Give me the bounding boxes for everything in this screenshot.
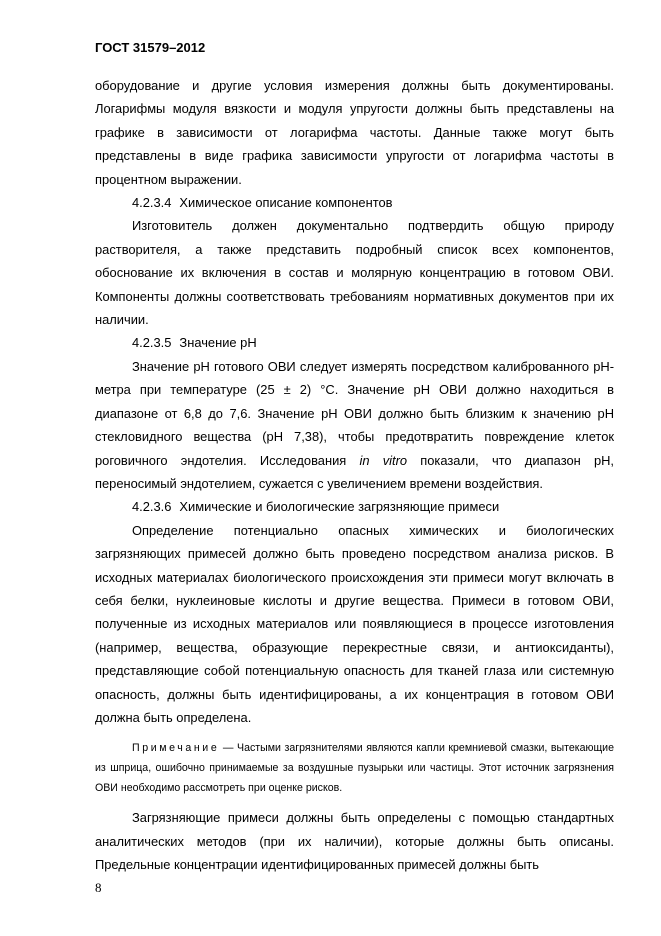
document-body bbox=[95, 74, 614, 876]
section-number: 4.2.3.6 bbox=[132, 499, 172, 515]
section-number: 4.2.3.5 bbox=[132, 335, 172, 351]
note-text: — Частыми загрязнителями являются капли кремниевой смазки, вытекающие из шприца, ошибочно принимаемые за воздушные пузырьки или частицы. Этот источник загрязнения ОВИ необходимо рассмотреть при оценке рисков. bbox=[95, 742, 614, 794]
section-title: Значение рН bbox=[179, 335, 257, 351]
section-heading-4-2-3-5 bbox=[95, 331, 614, 354]
paragraph-components: Изготовитель должен документально подтвердить общую природу растворителя, а также представить подробный список всех компонентов, обоснование их включения в состав и молярную концентрацию в готовом ОВИ. Компоненты должны соответствовать требованиям нормативных документов при их наличии. bbox=[95, 218, 614, 328]
paragraph-ph-part2: показали, что диапазон рН, переносимый эндотелием, сужается с увеличением времени воздействия. bbox=[95, 452, 614, 491]
paragraph-continuation: оборудование и другие условия измерения должны быть документированы. Логарифмы модуля вязкости и модуля упругости должны быть представлены на графике в зависимости от логарифма частоты. Данные также могут быть представлены в виде графика зависимости упругости от логарифма частоты в процентном выражении. bbox=[95, 78, 614, 187]
section-number: 4.2.3.4 bbox=[132, 195, 172, 211]
note-label: Примечание bbox=[132, 742, 220, 755]
document-header: ГОСТ 31579–2012 bbox=[95, 40, 206, 55]
section-heading-4-2-3-4 bbox=[95, 191, 614, 214]
section-title: Химические и биологические загрязняющие примеси bbox=[179, 499, 500, 515]
in-vitro-italic: in vitro bbox=[359, 452, 408, 468]
note-block bbox=[95, 739, 614, 798]
section-heading-4-2-3-6 bbox=[95, 495, 614, 518]
paragraph-analysis-methods: Загрязняющие примеси должны быть определены с помощью стандартных аналитических методов (при их наличии), которые должны быть описаны. Предельные концентрации идентифицированных примесей должны быть bbox=[95, 810, 614, 872]
paragraph-ph-part1: Значение рН готового ОВИ следует измерять посредством калиброванного рН-метра при температуре (25 ± 2) °С. Значение рН ОВИ должно находиться в диапазоне от 6,8 до 7,6. Значение рН ОВИ должно быть близким к значению рН стекловидного вещества (рН 7,38), чтобы предотвратить повреждение клеток роговичного эндотелия. Исследования bbox=[95, 358, 614, 468]
page-number: 8 bbox=[95, 880, 102, 895]
paragraph-impurities: Определение потенциально опасных химических и биологических загрязняющих примесей должно быть проведено посредством анализа рисков. В исходных материалах биологического происхождения эти примеси могут включать в себя белки, нуклеиновые кислоты и другие вещества. Примеси в готовом ОВИ, полученные из исходных материалов или появляющиеся в процессе изготовления (например, вещества, образующие перекрестные связи, и антиоксиданты), представляющие собой потенциальную опасность для тканей глаза или системную опасность, должны быть идентифицированы, а их концентрация в готовом ОВИ должна быть определена. bbox=[95, 522, 614, 725]
section-title: Химическое описание компонентов bbox=[179, 195, 393, 211]
paragraph-ph bbox=[95, 355, 614, 495]
